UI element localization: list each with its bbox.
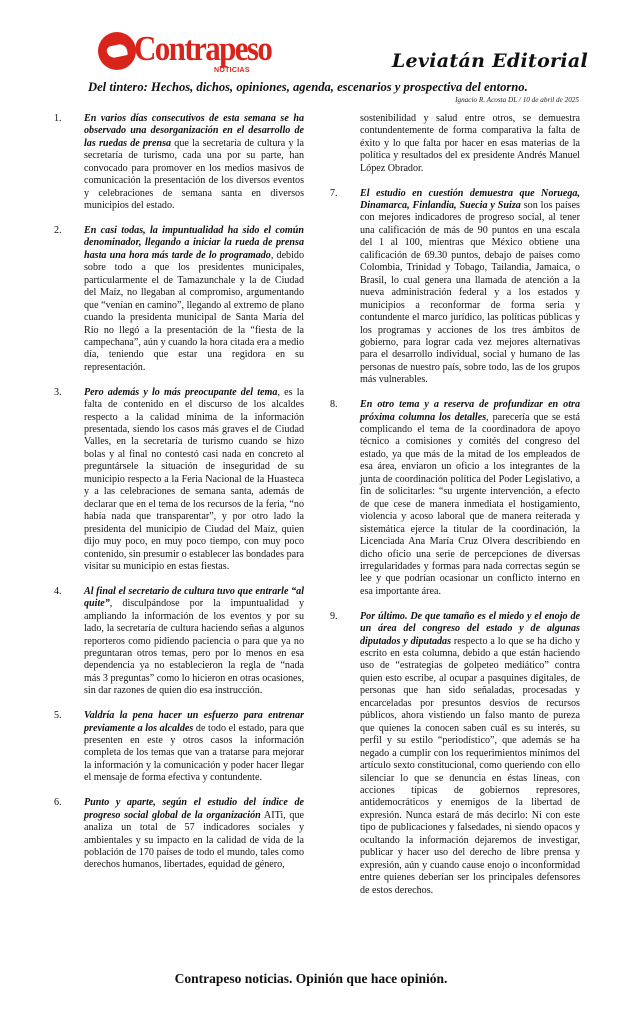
item-number: 3. [54, 386, 62, 398]
item-number: 8. [330, 399, 338, 411]
logo-text: Contrapeso [134, 28, 272, 69]
item-lead: Al final el secretario de cultura tuvo que entrarle “al quite” [84, 585, 304, 610]
list-item [54, 797, 304, 872]
item-body: , disculpándose por la impuntualidad y ampliando la información de los eventos y por su lado, la secretaría de cultura haciendo señas a algunos reporteros como pidiendo paciencia o para que ya no preguntaran otros temas, pero por lo menos en esa dependencia ya no establecieron la regla de “nada más 3 preguntas” como lo hicieron en otras ocasiones, sin dar razones de quien dio esa instrucción. [84, 598, 304, 697]
item-continuation: sostenibilidad y salud entre otros, se demuestra contundentemente de forma comparativa la falta de éxito y lo que falta por hacer en esas materias de la política y resultados del ex presidente Andrés Manuel López Obrador. [360, 113, 580, 174]
item-lead: En varios días consecutivos de esta semana se ha observado una desorganización en el desarrollo de las ruedas de prensa [84, 113, 304, 149]
right-column [330, 113, 580, 909]
list-item [330, 611, 580, 897]
item-lead: En otro tema y a reserva de profundizar en otra próxima columna los detalles [360, 399, 580, 423]
item-number: 7. [330, 187, 338, 199]
item-lead: En casi todas, la impuntualidad ha sido el común denominador, llegando a iniciar la rueda de prensa hasta una hora más tarde de lo programado [84, 224, 304, 261]
item-number: 1. [54, 113, 62, 124]
item-body: que la secretaría de cultura y la secretaría de turismo, cada una por su parte, han convocado para promover en los medios masivos de comunicación la presentación de los diversos eventos y celebraciones de semana santa en diversos municipios del estado. [84, 137, 304, 212]
item-number: 2. [54, 224, 62, 236]
list-item [54, 586, 304, 698]
list-item [54, 710, 304, 785]
logo-emblem-icon [98, 32, 136, 70]
item-lead: Pero además y lo más preocupante del tema [84, 386, 278, 398]
byline: Ignacio R. Acosta DL / 10 de abril de 2025 [455, 96, 579, 104]
item-number: 9. [330, 610, 338, 622]
logo-subtext: NOTICIAS [214, 67, 250, 74]
item-lead: Valdría la pena hacer un esfuerzo para entrenar previamente a los alcaldes [84, 710, 304, 734]
item-lead: Punto y aparte, según el estudio del índice de progreso social global de la organización [84, 797, 304, 821]
item-lead: El estudio en cuestión demuestra que Noruega, Dinamarca, Finlandia, Suecia y Suiza [360, 187, 580, 212]
list-item [330, 399, 580, 598]
contrapeso-logo[interactable] [98, 28, 272, 74]
item-body: , parecería que se está complicando el tema de la coordinadora de apoyo técnico a comisiones y comités del congreso del estado, ya que más de la mitad de los empleados de esa área, enviaron un oficio a los integrantes de la junta de coordinación política del Poder Legislativo, a fin de solicitarles: “su urgente intervención, a efecto de que cese de manera inmediata el hostigamiento, violencia y acoso laboral que de manera reiterada y sistemática ejerce la titular de la coordinación, la Licenciada Ana María Cruz Olvera describiendo en dicho oficio una serie de percepciones de diversas irregularidades y formas para nada correctas según se lee y que podrían ocasionar un conflicto interno en esa importante área. [360, 411, 580, 597]
list-item [54, 113, 304, 213]
item-number: 6. [54, 797, 62, 809]
item-body: AITi, que analiza un total de 57 indicadores sociales y ambientales y su impacto en la calidad de vida de la población de 170 países de todo el mundo, tales como derechos humanos, libertades, equidad de género, [84, 809, 304, 871]
list-item [54, 387, 304, 574]
list-item [330, 188, 580, 387]
item-body: , debido sobre todo a que los presidentes municipales, particularmente el de Tamazunchale y la de Ciudad del Maíz, no llegaban al compromiso, argumentando que “venían en camino”, llegando al extremo de plano cuando la presidenta municipal de Santa María del Río no llegó a la presentación de la “fiesta de la campechana”, aún y cuando la hora citada era a medio día, teniendo que estar una regidora en su representación. [84, 249, 304, 373]
column-brand: Leviatán Editorial [391, 50, 588, 72]
column-subtitle: Del tintero: Hechos, dichos, opiniones, agenda, escenarios y prospectiva del entorno. [88, 80, 528, 94]
masthead [0, 0, 622, 112]
item-body: de todo el estado, para que presenten en este y otros casos la información completa de los temas que van a tratarse para mejorar la información y la comunicación y poder hacer llegar el mensaje de forma efectiva y contundente. [84, 722, 304, 784]
list-item [54, 225, 304, 374]
footer-tagline: Contrapeso noticias. Opinión que hace opinión. [174, 971, 448, 986]
item-number: 4. [54, 585, 62, 597]
item-body: son los países con mejores indicadores de progreso social, al tener una calificación de más de 90 puntos en una escala del 1 al 100, mientras que México obtiene una calificación de 69.30 puntos, debajo de países como Colombia, Trinidad y Tobago, Tailandia, Jamaica, o Brasil, lo cual genera una llamada de atención a la nueva administración federal y a los estados y municipios a reconformar de forma seria y contundente el marco jurídico, las políticas públicas y los programas y acciones de los tres ámbitos de gobierno, para lograr cada vez mejores alternativas para el desarrollo individual, social y humano de las personas de nuestro país, sobre todo, las de los grupos más vulnerables. [360, 200, 580, 386]
item-number: 5. [54, 710, 62, 722]
item-lead: Por último. De que tamaño es el miedo y el enojo de un área del congreso del estado y de algunas diputados y diputadas [360, 610, 580, 647]
left-column [54, 113, 304, 884]
item-body: , es la falta de contenido en el discurso de los alcaldes respecto a la calidad mínima de la información presentada, siendo los casos más graves el de Ciudad Valles, en la secretaría de turismo cuando se hizo bolas y al final no contestó casi nada en concreto al preguntársele la situación de inseguridad de su municipio respecto a la Feria Nacional de la Huasteca y a las celebraciones de semana santa, además de declarar que en el tema de los recursos de la feria, “no había nada que transparentar”, y por otro lado la presidenta del municipio de Ciudad del Maíz, quien dijo muy poco, en muy poco tiempo, con muy poco contenido, sin presumir o establecer las bondades para visitar su municipio en estas fiestas. [84, 386, 305, 572]
item-body: respecto a lo que se ha dicho y escrito en esta columna, debido a que están haciendo uso de “estrategias de golpeteo mediático” contra quien esto escribe, al ocupar a pasquines digitales, de personas que han sido señaladas, procesadas y encarceladas por presuntos desvíos de recursos públicos, ahora vistiendo un falso manto de pureza que quienes la conocen saben cuál es su interés, su perfil y su estilo “periodístico”, que además se ha negado a cumplir con los requerimientos mínimos del artículo sexto constitucional, como queriendo con ello silenciar lo que se denuncia en éstas líneas, con acciones típicas de gobiernos represores, antidemocráticos y enemigos de la libertad de expresión. Nunca estará de más decirlo: Ni con este tipo de publicaciones y falsedades, ni siendo opacos y ocultando la información dejaremos de investigar, publicar y hacer uso del derecho de libre prensa y expresión, aún y cuando cause enojo o inconformidad entre quienes deberían ser los principales defensores de estos derechos. [360, 635, 580, 896]
